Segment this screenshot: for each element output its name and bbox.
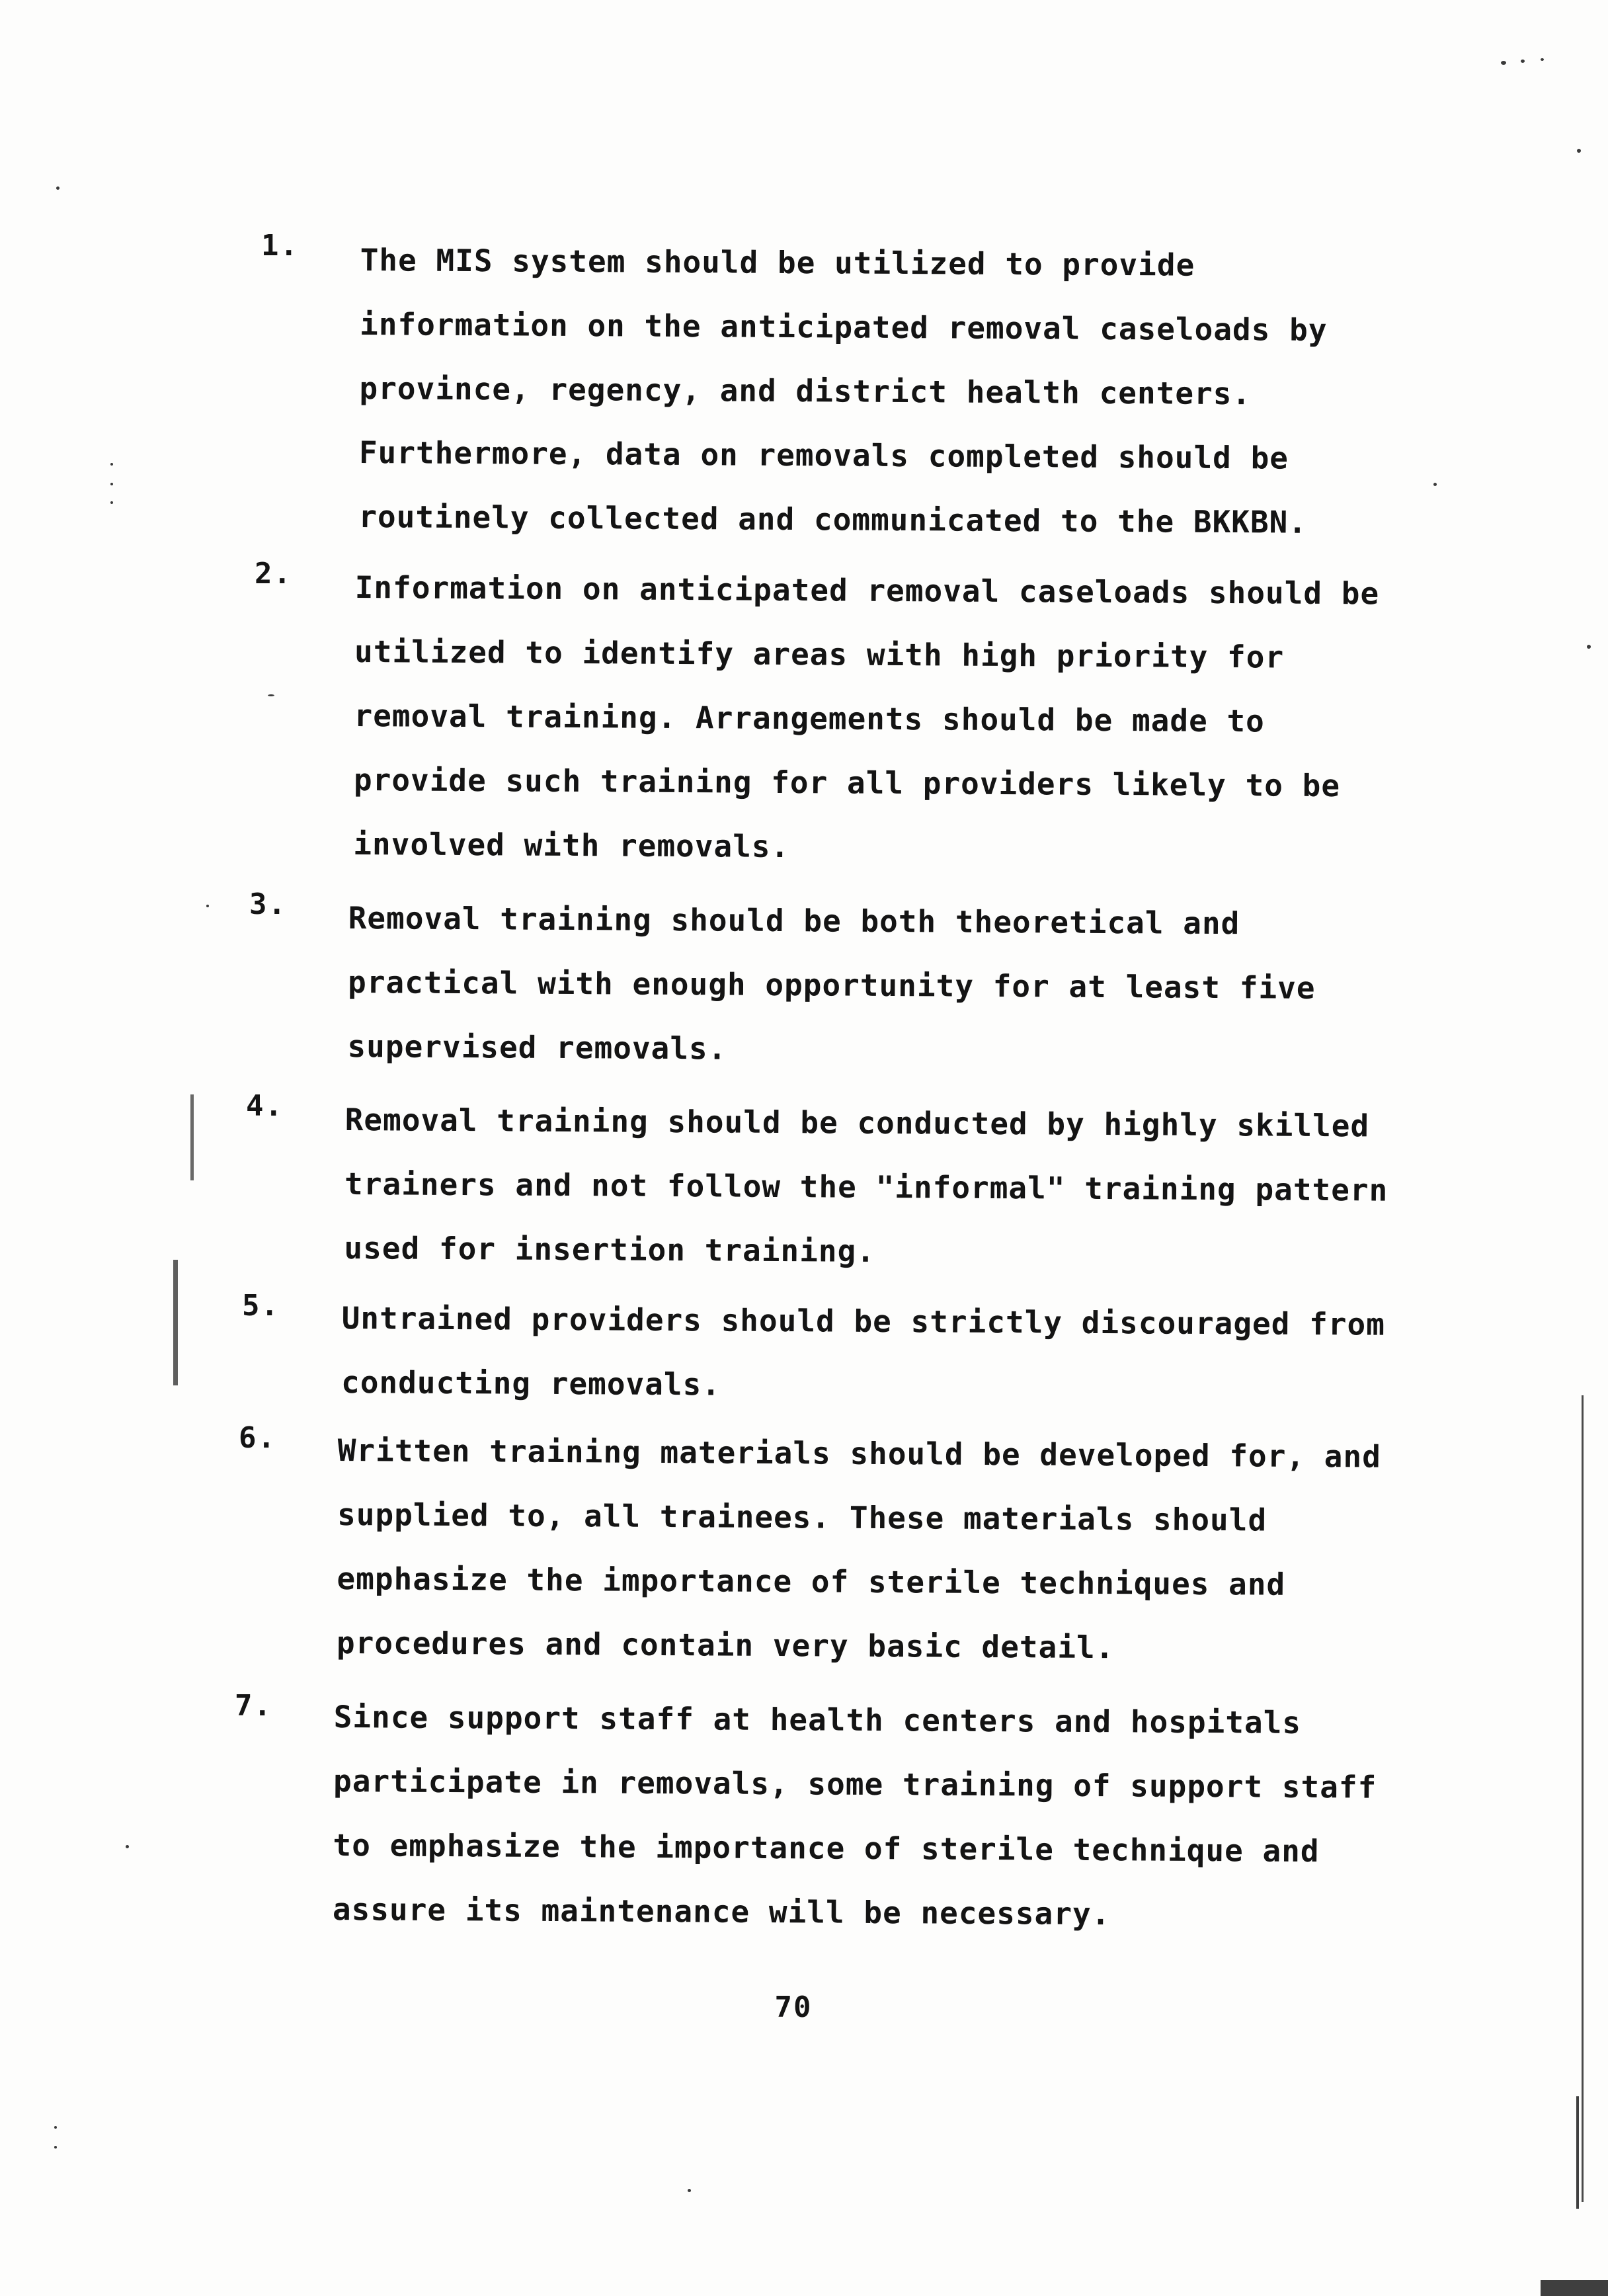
item-text [347, 886, 1316, 1085]
text-line: Since support staff at health centers and hospitals [333, 1698, 1302, 1741]
text-line: assure its maintenance will be necessary. [332, 1891, 1111, 1932]
scan-speck [1521, 60, 1525, 63]
scan-speck [126, 1845, 129, 1848]
item-text [344, 1088, 1388, 1287]
scan-speck [1541, 58, 1544, 61]
scan-speck [110, 483, 113, 485]
page-number: 70 [774, 1990, 813, 2024]
scan-speck [1501, 61, 1506, 65]
item-text [337, 1418, 1382, 1682]
scan-speck [110, 501, 113, 504]
text-line: Written training materials should be developed for, and [337, 1432, 1382, 1475]
item-text [353, 555, 1379, 882]
text-line: emphasize the importance of sterile techniques and [337, 1560, 1286, 1602]
text-line: routinely collected and communicated to the BKKBN. [358, 498, 1308, 540]
text-line: provide such training for all providers likely to be [353, 761, 1341, 804]
item-number: 1. [261, 229, 299, 263]
scan-artifact-right-edge [1576, 2096, 1579, 2209]
text-line: Information on anticipated removal caseloads should be [354, 569, 1380, 612]
text-line: information on the anticipated removal caseloads by [359, 306, 1328, 348]
item-number: 6. [239, 1421, 276, 1455]
scan-artifact-left-mark [190, 1094, 194, 1180]
text-line: used for insertion training. [344, 1229, 876, 1269]
text-line: procedures and contain very basic detail. [336, 1624, 1115, 1666]
text-line: conducting removals. [341, 1364, 721, 1403]
text-line: to emphasize the importance of sterile technique and [333, 1826, 1320, 1869]
text-line: participate in removals, some training of support staff [333, 1762, 1377, 1805]
text-line: The MIS system should be utilized to provide [360, 241, 1195, 283]
scan-speck [1577, 149, 1581, 153]
scan-speck [56, 186, 60, 190]
text-line: removal training. Arrangements should be made to [354, 697, 1265, 739]
scan-artifact-left-mark [173, 1260, 178, 1385]
text-line: province, regency, and district health centers. [359, 370, 1252, 412]
scan-speck [688, 2189, 691, 2192]
item-text [341, 1286, 1385, 1421]
scan-speck [54, 2146, 57, 2149]
item-number: 2. [255, 557, 292, 591]
text-line: Untrained providers should be strictly discouraged from [341, 1299, 1386, 1342]
text-line: supplied to, all trainees. These materials should [337, 1496, 1267, 1538]
scan-artifact-right-edge [1582, 1395, 1584, 2202]
text-line: involved with removals. [353, 825, 790, 865]
text-line: Removal training should be conducted by highly skilled [344, 1101, 1370, 1144]
item-number: 7. [235, 1689, 272, 1723]
text-line: Removal training should be both theoretical and [348, 899, 1240, 942]
item-text [358, 228, 1328, 555]
scan-speck [54, 2126, 57, 2129]
text-line: supervised removals. [347, 1028, 727, 1067]
scan-speck [1587, 645, 1591, 649]
item-number: 5. [242, 1289, 280, 1323]
text-line: utilized to identify areas with high priority for [354, 633, 1285, 675]
text-line: practical with enough opportunity for at least five [347, 964, 1316, 1006]
scan-speck [1433, 483, 1437, 486]
text-line: Furthermore, data on removals completed should be [358, 434, 1289, 476]
scan-speck [268, 694, 274, 696]
item-number: 3. [249, 887, 287, 921]
scan-speck [206, 905, 209, 907]
scan-speck [110, 463, 113, 466]
item-text [333, 1685, 1378, 1948]
scan-artifact-corner [1541, 2280, 1608, 2296]
text-line: trainers and not follow the "informal" training pattern [344, 1165, 1388, 1208]
item-number: 4. [246, 1089, 284, 1123]
